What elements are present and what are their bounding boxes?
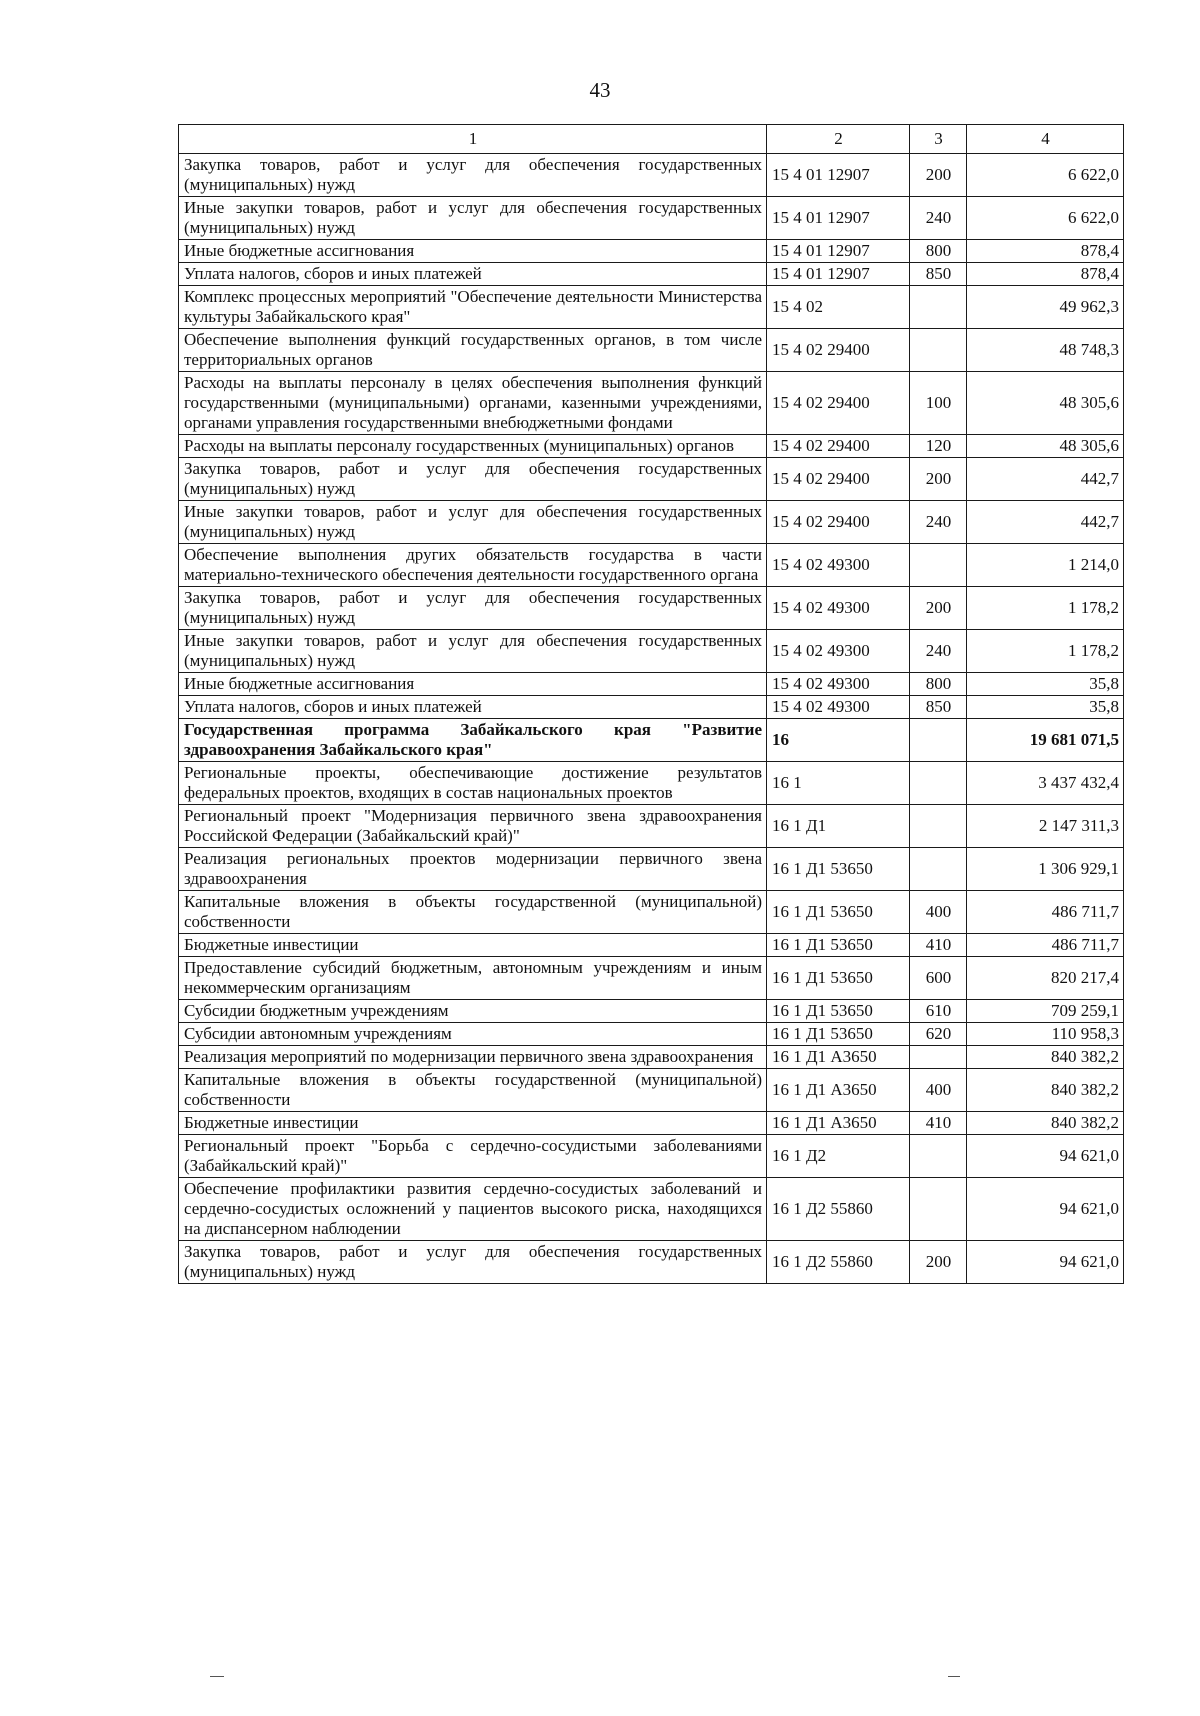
cell-sum: 48 305,6: [967, 435, 1124, 458]
column-header-name: 1: [179, 125, 767, 154]
cell-type: 410: [910, 1112, 967, 1135]
cell-type: [910, 1178, 967, 1241]
table-row: [179, 544, 1124, 587]
cell-sum: 48 305,6: [967, 372, 1124, 435]
cell-code: 15 4 02 29400: [767, 435, 910, 458]
cell-name: Закупка товаров, работ и услуг для обеспечения государственных (муниципальных) нужд: [179, 458, 767, 501]
table-row: [179, 957, 1124, 1000]
table-row: [179, 1023, 1124, 1046]
cell-type: 240: [910, 501, 967, 544]
cell-code: 15 4 01 12907: [767, 263, 910, 286]
cell-name: Субсидии бюджетным учреждениям: [179, 1000, 767, 1023]
cell-code: 15 4 02 49300: [767, 544, 910, 587]
cell-sum: 6 622,0: [967, 154, 1124, 197]
table-row: [179, 673, 1124, 696]
cell-code: 16 1 Д1 53650: [767, 934, 910, 957]
cell-type: 200: [910, 458, 967, 501]
cell-code: 15 4 02: [767, 286, 910, 329]
table-row: [179, 1000, 1124, 1023]
table-row: [179, 587, 1124, 630]
cell-type: [910, 544, 967, 587]
budget-table: [178, 124, 1124, 1284]
table-row: [179, 435, 1124, 458]
cell-type: 100: [910, 372, 967, 435]
cell-name: Региональный проект "Борьба с сердечно-сосудистыми заболеваниями (Забайкальский край)": [179, 1135, 767, 1178]
cell-name: Комплекс процессных мероприятий "Обеспечение деятельности Министерства культуры Забайкальского края": [179, 286, 767, 329]
cell-name: Региональные проекты, обеспечивающие достижение результатов федеральных проектов, входящих в состав национальных проектов: [179, 762, 767, 805]
table-row: [179, 1178, 1124, 1241]
cell-sum: 1 178,2: [967, 630, 1124, 673]
cell-name: Обеспечение выполнения функций государственных органов, в том числе территориальных органов: [179, 329, 767, 372]
column-header-type: 3: [910, 125, 967, 154]
cell-type: 620: [910, 1023, 967, 1046]
cell-name: Иные закупки товаров, работ и услуг для обеспечения государственных (муниципальных) нужд: [179, 501, 767, 544]
cell-name: Уплата налогов, сборов и иных платежей: [179, 696, 767, 719]
cell-code: 16 1 Д1 53650: [767, 1023, 910, 1046]
cell-type: 240: [910, 197, 967, 240]
cell-name: Капитальные вложения в объекты государственной (муниципальной) собственности: [179, 1069, 767, 1112]
cell-sum: 442,7: [967, 501, 1124, 544]
table-row: [179, 458, 1124, 501]
cell-code: 16 1 Д1 53650: [767, 891, 910, 934]
cell-sum: 486 711,7: [967, 891, 1124, 934]
scan-artifact-divider: [210, 1676, 224, 1677]
cell-type: 800: [910, 673, 967, 696]
table-row: [179, 286, 1124, 329]
cell-sum: 3 437 432,4: [967, 762, 1124, 805]
cell-type: [910, 1135, 967, 1178]
cell-sum: 709 259,1: [967, 1000, 1124, 1023]
cell-type: 240: [910, 630, 967, 673]
cell-sum: 820 217,4: [967, 957, 1124, 1000]
cell-type: 850: [910, 263, 967, 286]
cell-code: 15 4 02 29400: [767, 372, 910, 435]
cell-code: 16 1: [767, 762, 910, 805]
cell-sum: 840 382,2: [967, 1046, 1124, 1069]
table-row: [179, 1069, 1124, 1112]
cell-sum: 486 711,7: [967, 934, 1124, 957]
cell-type: [910, 329, 967, 372]
table-row: [179, 1241, 1124, 1284]
cell-sum: 94 621,0: [967, 1241, 1124, 1284]
cell-type: 850: [910, 696, 967, 719]
cell-name: Реализация региональных проектов модернизации первичного звена здравоохранения: [179, 848, 767, 891]
cell-code: 15 4 02 29400: [767, 329, 910, 372]
cell-type: [910, 805, 967, 848]
cell-type: [910, 286, 967, 329]
cell-name: Иные закупки товаров, работ и услуг для обеспечения государственных (муниципальных) нужд: [179, 197, 767, 240]
cell-type: 610: [910, 1000, 967, 1023]
table-row: [179, 891, 1124, 934]
cell-code: 16 1 Д1 53650: [767, 1000, 910, 1023]
table-row: [179, 329, 1124, 372]
table-row: [179, 197, 1124, 240]
cell-sum: 442,7: [967, 458, 1124, 501]
cell-sum: 35,8: [967, 696, 1124, 719]
cell-name: Иные бюджетные ассигнования: [179, 240, 767, 263]
cell-code: 15 4 02 29400: [767, 501, 910, 544]
cell-name: Региональный проект "Модернизация первичного звена здравоохранения Российской Федерации (Забайкальский край)": [179, 805, 767, 848]
table-row: [179, 696, 1124, 719]
cell-type: 200: [910, 587, 967, 630]
cell-name: Бюджетные инвестиции: [179, 1112, 767, 1135]
cell-name: Государственная программа Забайкальского края "Развитие здравоохранения Забайкальского края": [179, 719, 767, 762]
table-body: [179, 154, 1124, 1284]
table-row: [179, 1135, 1124, 1178]
cell-name: Закупка товаров, работ и услуг для обеспечения государственных (муниципальных) нужд: [179, 1241, 767, 1284]
cell-name: Закупка товаров, работ и услуг для обеспечения государственных (муниципальных) нужд: [179, 587, 767, 630]
cell-code: 16 1 Д1 А3650: [767, 1069, 910, 1112]
cell-code: 15 4 01 12907: [767, 240, 910, 263]
cell-type: 800: [910, 240, 967, 263]
cell-code: 16 1 Д1 53650: [767, 848, 910, 891]
cell-code: 15 4 02 49300: [767, 630, 910, 673]
cell-code: 16 1 Д1 53650: [767, 957, 910, 1000]
cell-code: 15 4 01 12907: [767, 154, 910, 197]
cell-code: 16 1 Д2 55860: [767, 1241, 910, 1284]
cell-name: Предоставление субсидий бюджетным, автономным учреждениям и иным некоммерческим организациям: [179, 957, 767, 1000]
cell-code: 15 4 02 49300: [767, 673, 910, 696]
cell-name: Расходы на выплаты персоналу в целях обеспечения выполнения функций государственными (муниципальными) органами, казенными учреждениями, органами управления государственными внебюджетными фондами: [179, 372, 767, 435]
cell-name: Реализация мероприятий по модернизации первичного звена здравоохранения: [179, 1046, 767, 1069]
cell-code: 16 1 Д1: [767, 805, 910, 848]
cell-name: Обеспечение профилактики развития сердечно-сосудистых заболеваний и сердечно-сосудистых осложнений у пациентов высокого риска, находящихся на диспансерном наблюдении: [179, 1178, 767, 1241]
cell-sum: 1 214,0: [967, 544, 1124, 587]
table-row: [179, 240, 1124, 263]
cell-name: Расходы на выплаты персоналу государственных (муниципальных) органов: [179, 435, 767, 458]
table-row: [179, 762, 1124, 805]
cell-name: Обеспечение выполнения других обязательств государства в части материально-технического обеспечения деятельности государственного органа: [179, 544, 767, 587]
cell-sum: 94 621,0: [967, 1135, 1124, 1178]
cell-code: 16 1 Д2: [767, 1135, 910, 1178]
scan-artifact-divider: [948, 1676, 960, 1677]
table-row: [179, 501, 1124, 544]
cell-type: 400: [910, 891, 967, 934]
cell-type: 600: [910, 957, 967, 1000]
cell-code: 16 1 Д2 55860: [767, 1178, 910, 1241]
cell-sum: 6 622,0: [967, 197, 1124, 240]
column-header-sum: 4: [967, 125, 1124, 154]
table-row: [179, 934, 1124, 957]
cell-code: 15 4 02 49300: [767, 587, 910, 630]
cell-name: Капитальные вложения в объекты государственной (муниципальной) собственности: [179, 891, 767, 934]
cell-type: [910, 719, 967, 762]
cell-code: 15 4 02 49300: [767, 696, 910, 719]
cell-type: 400: [910, 1069, 967, 1112]
table-row: [179, 372, 1124, 435]
cell-type: 200: [910, 154, 967, 197]
cell-code: 15 4 02 29400: [767, 458, 910, 501]
cell-type: [910, 762, 967, 805]
cell-name: Закупка товаров, работ и услуг для обеспечения государственных (муниципальных) нужд: [179, 154, 767, 197]
cell-type: 120: [910, 435, 967, 458]
cell-type: [910, 848, 967, 891]
cell-sum: 48 748,3: [967, 329, 1124, 372]
table-row: [179, 848, 1124, 891]
cell-sum: 19 681 071,5: [967, 719, 1124, 762]
cell-type: 200: [910, 1241, 967, 1284]
cell-sum: 2 147 311,3: [967, 805, 1124, 848]
table-row: [179, 154, 1124, 197]
cell-sum: 1 306 929,1: [967, 848, 1124, 891]
cell-sum: 878,4: [967, 263, 1124, 286]
table-row: [179, 805, 1124, 848]
cell-sum: 1 178,2: [967, 587, 1124, 630]
cell-sum: 840 382,2: [967, 1069, 1124, 1112]
table-row: [179, 1112, 1124, 1135]
table-header-row: [179, 125, 1124, 154]
cell-code: 15 4 01 12907: [767, 197, 910, 240]
cell-type: [910, 1046, 967, 1069]
cell-sum: 110 958,3: [967, 1023, 1124, 1046]
cell-name: Иные закупки товаров, работ и услуг для обеспечения государственных (муниципальных) нужд: [179, 630, 767, 673]
cell-sum: 94 621,0: [967, 1178, 1124, 1241]
cell-sum: 840 382,2: [967, 1112, 1124, 1135]
cell-name: Иные бюджетные ассигнования: [179, 673, 767, 696]
column-header-code: 2: [767, 125, 910, 154]
cell-sum: 35,8: [967, 673, 1124, 696]
cell-type: 410: [910, 934, 967, 957]
page-number: 43: [589, 78, 611, 102]
cell-name: Уплата налогов, сборов и иных платежей: [179, 263, 767, 286]
table-row: [179, 630, 1124, 673]
cell-code: 16 1 Д1 А3650: [767, 1046, 910, 1069]
table-row: [179, 1046, 1124, 1069]
cell-name: Бюджетные инвестиции: [179, 934, 767, 957]
cell-sum: 49 962,3: [967, 286, 1124, 329]
cell-name: Субсидии автономным учреждениям: [179, 1023, 767, 1046]
table-row: [179, 263, 1124, 286]
table-row: [179, 719, 1124, 762]
cell-sum: 878,4: [967, 240, 1124, 263]
cell-code: 16: [767, 719, 910, 762]
cell-code: 16 1 Д1 А3650: [767, 1112, 910, 1135]
